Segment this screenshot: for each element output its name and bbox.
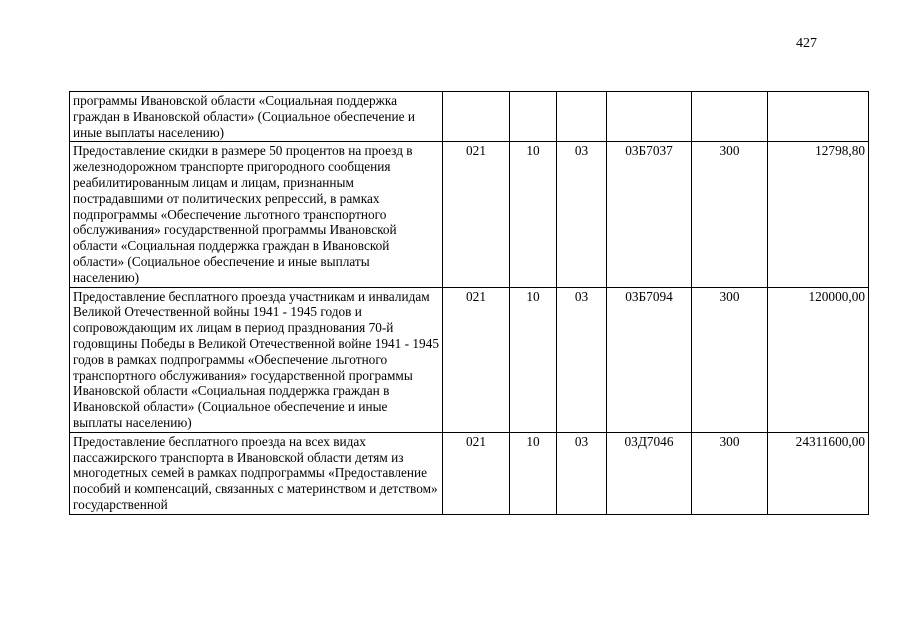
row-ministry-code: 021 [443,432,510,514]
row-expense-type: 300 [692,142,768,287]
page-number: 427 [796,36,817,51]
row-target-article: 03Б7037 [607,142,692,287]
row-subsection-code: 03 [557,142,607,287]
row-expense-type [692,92,768,142]
table-row [70,92,869,142]
row-ministry-code: 021 [443,287,510,432]
row-description: Предоставление скидки в размере 50 процентов на проезд в железнодорожном транспорте пригородного сообщения реабилитированным лицам и лицам, признанным пострадавшими от политических репрессий, в рамках подпрограммы «Обеспечение льготного транспортного обслуживания» государственной программы Ивановской области «Социальная поддержка граждан в Ивановской области» (Социальное обеспечение и иные выплаты населению) [70,142,443,287]
row-amount: 120000,00 [768,287,869,432]
row-subsection-code [557,92,607,142]
row-target-article: 03Б7094 [607,287,692,432]
row-description: Предоставление бесплатного проезда участникам и инвалидам Великой Отечественной войны 1941 - 1945 годов и сопровождающим их лицам в период празднования 70-й годовщины Победы в Великой Отечественной войне 1941 - 1945 годов в рамках подпрограммы «Обеспечение льготного транспортного обслуживания» государственной программы Ивановской области «Социальная поддержка граждан в Ивановской области» (Социальное обеспечение и иные выплаты населению) [70,287,443,432]
row-ministry-code [443,92,510,142]
row-amount: 24311600,00 [768,432,869,514]
row-section-code [510,92,557,142]
table-row [70,142,869,287]
budget-table [69,91,869,515]
row-subsection-code: 03 [557,432,607,514]
row-amount: 12798,80 [768,142,869,287]
table-row [70,432,869,514]
row-amount [768,92,869,142]
row-expense-type: 300 [692,432,768,514]
row-section-code: 10 [510,432,557,514]
row-section-code: 10 [510,287,557,432]
row-ministry-code: 021 [443,142,510,287]
row-expense-type: 300 [692,287,768,432]
row-section-code: 10 [510,142,557,287]
row-subsection-code: 03 [557,287,607,432]
row-target-article [607,92,692,142]
row-description: программы Ивановской области «Социальная поддержка граждан в Ивановской области» (Социальное обеспечение и иные выплаты населению) [70,92,443,142]
table-row [70,287,869,432]
row-description: Предоставление бесплатного проезда на всех видах пассажирского транспорта в Ивановской области детям из многодетных семей в рамках подпрограммы «Предоставление пособий и компенсаций, связанных с материнством и детством» государственной [70,432,443,514]
row-target-article: 03Д7046 [607,432,692,514]
